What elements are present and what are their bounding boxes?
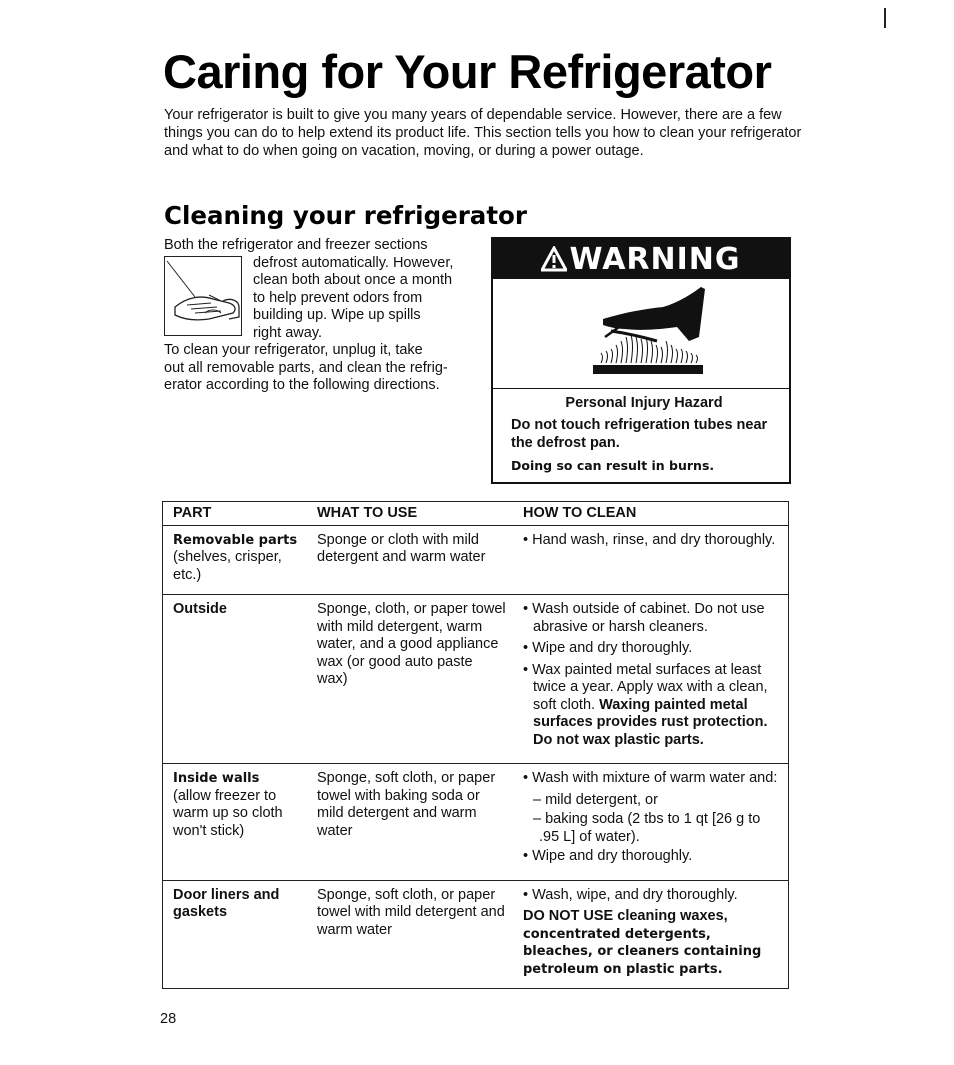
hot-surface-hand-icon <box>493 279 789 389</box>
intro-paragraph: Your refrigerator is built to give you many years of dependable service. However, there are a few things you can do to help extend its product life. This section tells you how to clean your refrigerator and what to do when going on vacation, moving, or during a power outage. <box>164 107 802 159</box>
table-header-row <box>163 502 789 526</box>
page-title: Caring for Your Refrigerator <box>163 45 772 98</box>
list-subitem: – baking soda (2 tbs to 1 qt [26 g to .95 L] of water). <box>533 811 761 845</box>
cleaning-line: out all removable parts, and clean the refrig- <box>164 359 448 376</box>
hazard-consequence: Doing so can result in burns. <box>511 458 715 473</box>
table-row <box>163 525 789 595</box>
hazard-title: Personal Injury Hazard <box>565 395 723 411</box>
cleaning-line: Both the refrigerator and freezer sections <box>164 237 428 253</box>
warning-label: WARNING <box>569 241 741 277</box>
part-cell <box>163 525 308 595</box>
table-row <box>163 595 789 764</box>
how-to-clean-cell <box>513 764 789 881</box>
warning-box <box>491 237 791 484</box>
list-subitem: – mild detergent, or <box>533 791 658 808</box>
column-header-part: PART <box>163 502 308 526</box>
caution-lead: DO NOT USE cleaning waxes, <box>523 908 728 924</box>
cleaning-line: To clean your refrigerator, unplug it, take <box>164 342 423 358</box>
what-to-use-cell: Sponge, soft cloth, or paper towel with mild detergent and warm water <box>307 880 513 989</box>
warning-header <box>493 239 789 279</box>
emphasis-text: Waxing painted metal surfaces provides rust protection. Do not wax plastic parts. <box>533 696 768 748</box>
list-item: • Hand wash, rinse, and dry thoroughly. <box>523 531 776 548</box>
part-cell <box>163 764 308 881</box>
list-item: • Wash with mixture of warm water and: <box>523 770 778 786</box>
caution-text: concentrated detergents, bleaches, or cleaners containing petroleum on plastic parts. <box>523 926 762 977</box>
cleaning-line: clean both about once a month <box>253 272 453 288</box>
part-name: Inside walls <box>173 771 260 786</box>
list-item: • Wash, wipe, and dry thoroughly. <box>523 886 738 903</box>
margin-mark <box>884 8 886 28</box>
warning-triangle-icon <box>541 246 567 272</box>
how-to-clean-cell <box>513 595 789 764</box>
part-detail: (shelves, crisper, etc.) <box>173 549 282 583</box>
what-to-use-cell: Sponge, cloth, or paper towel with mild detergent, warm water, and a good appliance wax (or good auto paste wax) <box>307 595 513 764</box>
cleaning-line: right away. <box>253 324 323 341</box>
section-title: Cleaning your refrigerator <box>164 201 527 230</box>
table-row <box>163 880 789 989</box>
column-header-how-to-clean: HOW TO CLEAN <box>513 502 789 526</box>
list-item: • Wash outside of cabinet. Do not use abrasive or harsh cleaners. <box>523 601 765 635</box>
part-name: Removable parts <box>173 532 298 548</box>
cleaning-table <box>162 501 789 989</box>
part-cell <box>163 880 308 989</box>
part-name: Outside <box>173 601 227 617</box>
cleaning-line: defrost automatically. However, <box>253 254 454 271</box>
column-header-what-to-use: WHAT TO USE <box>307 502 513 526</box>
table-row <box>163 764 789 881</box>
how-to-clean-cell <box>513 880 789 989</box>
list-item: • Wipe and dry thoroughly. <box>523 640 693 656</box>
what-to-use-cell: Sponge or cloth with mild detergent and warm water <box>307 525 513 595</box>
warning-body <box>493 389 789 473</box>
part-detail: (allow freezer to warm up so cloth won't stick) <box>173 787 283 839</box>
part-name: Door liners and gaskets <box>173 886 280 920</box>
how-to-clean-cell <box>513 525 789 595</box>
wiping-hand-icon <box>164 256 242 336</box>
cleaning-line: building up. Wipe up spills <box>253 307 421 323</box>
list-item: • Wax painted metal surfaces at least twice a year. Apply wax with a clean, soft cloth. Waxing painted metal surfaces provides rust protection. Do not wax plastic parts. <box>523 661 768 748</box>
cleaning-line: to help prevent odors from <box>253 289 423 306</box>
list-item: • Wipe and dry thoroughly. <box>523 848 693 864</box>
what-to-use-cell: Sponge, soft cloth, or paper towel with baking soda or mild detergent and warm water <box>307 764 513 881</box>
cleaning-line: erator according to the following directions. <box>164 377 440 393</box>
hazard-instruction: Do not touch refrigeration tubes near the defrost pan. <box>511 417 768 451</box>
part-cell <box>163 595 308 764</box>
page-number: 28 <box>160 1011 177 1027</box>
